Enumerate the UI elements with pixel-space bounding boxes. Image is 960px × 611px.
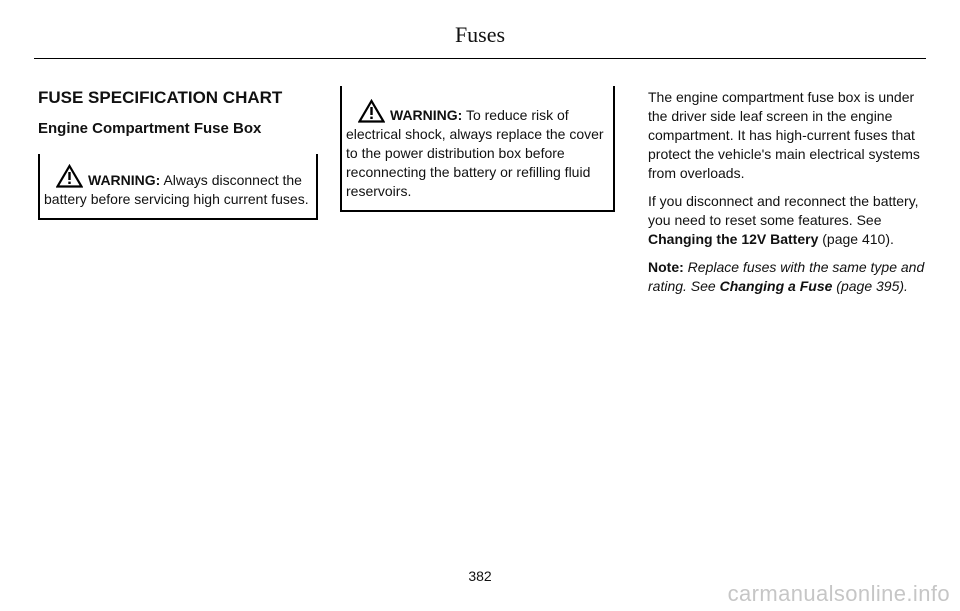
fuse-box-location-paragraph: The engine compartment fuse box is under the driver side leaf screen in the engine compartment. It has high-current fuses that protect the vehicle's main electrical systems from overloads. bbox=[648, 89, 920, 181]
battery-reset-text: If you disconnect and reconnect the battery, you need to reset some features. See bbox=[648, 193, 919, 228]
warning-box-2 bbox=[340, 86, 615, 212]
battery-page-ref: (page 410). bbox=[822, 231, 894, 247]
warning-label: WARNING: bbox=[88, 172, 161, 188]
watermark: carmanualsonline.info bbox=[727, 581, 950, 606]
note-text: Replace fuses with the same type and rating. See bbox=[648, 259, 925, 294]
header-divider bbox=[34, 58, 926, 59]
column-middle bbox=[340, 88, 615, 212]
note-label: Note: bbox=[648, 259, 684, 275]
note-paragraph bbox=[648, 258, 926, 296]
warning-box-1 bbox=[38, 154, 318, 220]
warning-triangle-icon bbox=[56, 164, 83, 188]
section-subtitle: Engine Compartment Fuse Box bbox=[38, 120, 262, 137]
warning-label: WARNING: bbox=[390, 107, 463, 123]
warning-text: Always disconnect the battery before servicing high current fuses. bbox=[44, 172, 309, 207]
fuse-page-ref: (page 395). bbox=[836, 278, 908, 294]
warning-text: To reduce risk of electrical shock, always replace the cover to the power distribution box before reconnecting the battery or refilling fluid reservoirs. bbox=[346, 107, 604, 199]
changing-fuse-link[interactable]: Changing a Fuse bbox=[719, 278, 833, 294]
changing-battery-link[interactable]: Changing the 12V Battery bbox=[648, 231, 819, 247]
page-number: 382 bbox=[468, 568, 492, 584]
column-right bbox=[648, 88, 926, 305]
battery-reset-paragraph bbox=[648, 192, 926, 249]
section-title: FUSE SPECIFICATION CHART bbox=[38, 88, 283, 107]
warning-triangle-icon bbox=[358, 99, 385, 123]
page-header-title: Fuses bbox=[454, 22, 506, 47]
column-left bbox=[38, 88, 318, 220]
